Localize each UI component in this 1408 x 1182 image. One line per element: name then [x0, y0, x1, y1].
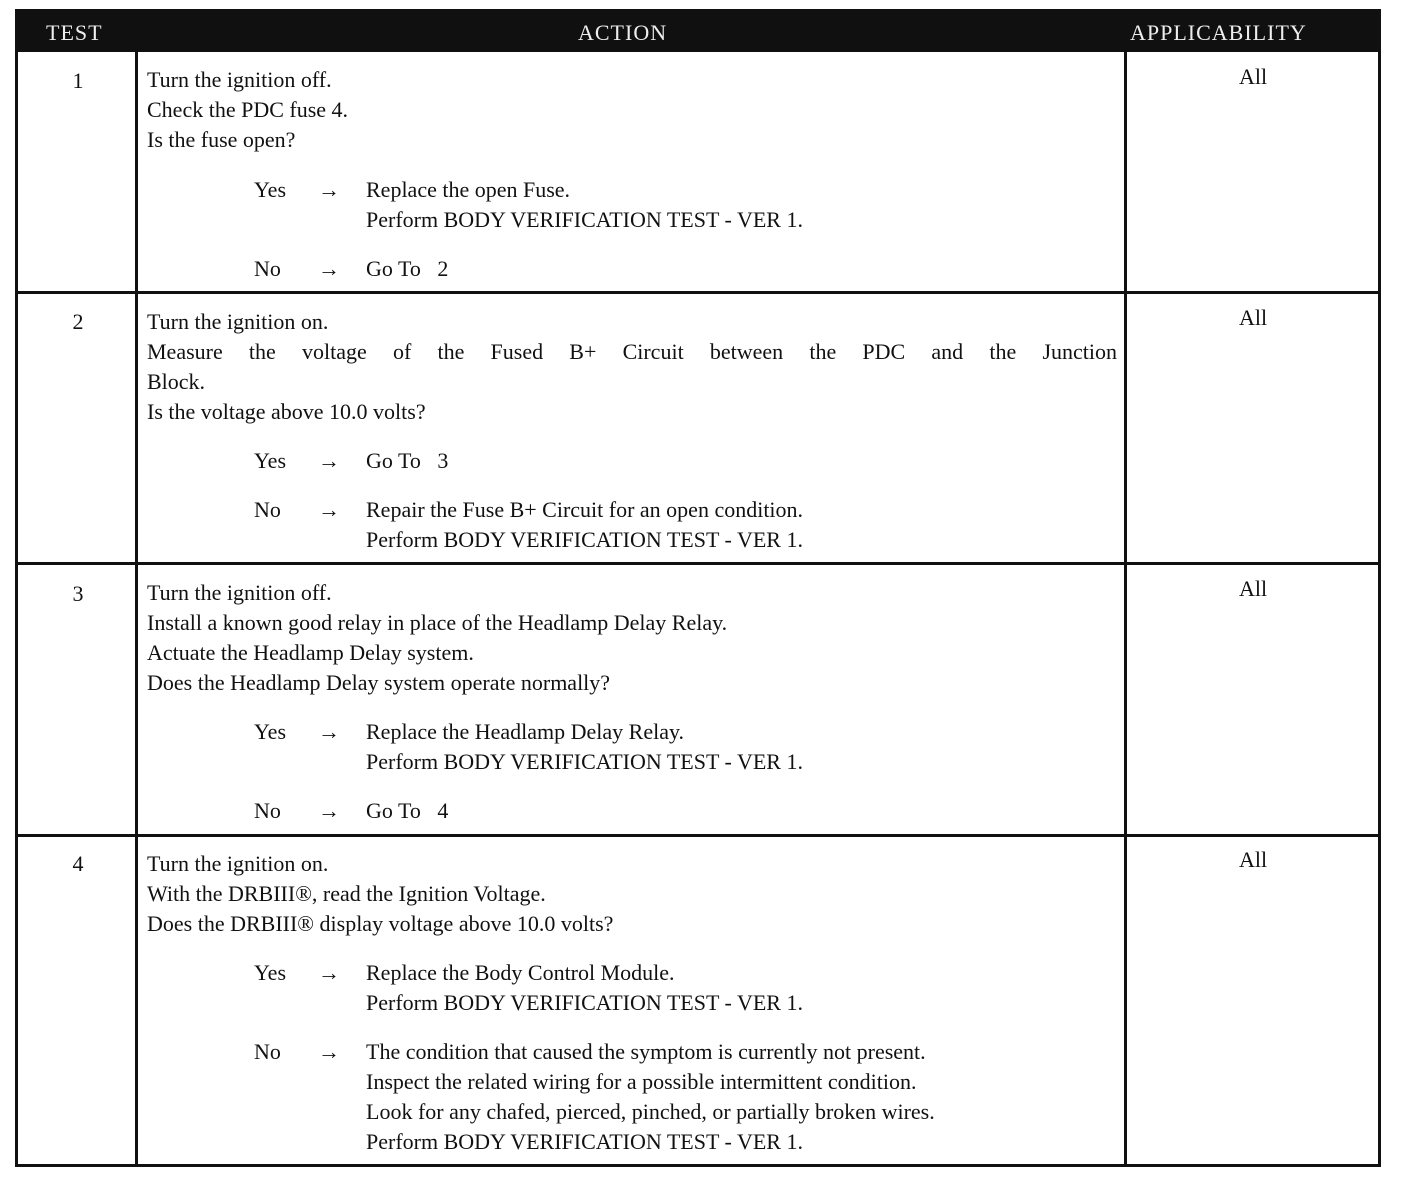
row-divider: [18, 291, 1378, 294]
arrow-right-icon: →: [318, 497, 340, 522]
step-text: Actuate the Headlamp Delay system.: [147, 640, 474, 665]
applicability-value: All: [1238, 64, 1268, 89]
arrow-right-icon: →: [318, 719, 340, 744]
yes-label: Yes: [254, 177, 287, 202]
header-applicability: APPLICABILITY: [1130, 20, 1307, 45]
step-text: Is the voltage above 10.0 volts?: [147, 399, 426, 424]
applicability-value: All: [1238, 576, 1268, 601]
diagnostic-test-table: [15, 9, 1381, 1167]
action-steps: [147, 849, 613, 939]
step-text: Check the PDC fuse 4.: [147, 97, 349, 122]
step-text: Turn the ignition off.: [147, 67, 332, 92]
test-number: 4: [72, 851, 84, 876]
yes-label: Yes: [254, 719, 287, 744]
step-text: Measure the voltage of the Fused B+ Circuit between the PDC and the Junction: [147, 339, 1117, 364]
answer-text: Go To 2: [366, 256, 449, 281]
step-text: Does the Headlamp Delay system operate normally?: [147, 670, 611, 695]
arrow-right-icon: →: [318, 1039, 340, 1064]
answer-text: The condition that caused the symptom is currently not present.: [366, 1039, 926, 1064]
step-text: Turn the ignition on.: [147, 851, 329, 876]
answer-text: Replace the Body Control Module.: [366, 960, 675, 985]
answer-text: Inspect the related wiring for a possible intermittent condition.: [366, 1069, 917, 1094]
arrow-right-icon: →: [318, 448, 340, 473]
column-divider: [135, 52, 138, 1164]
test-number: 1: [72, 68, 84, 93]
arrow-right-icon: →: [318, 960, 340, 985]
answer-text: Perform BODY VERIFICATION TEST - VER 1.: [366, 1129, 803, 1154]
answer-text: Perform BODY VERIFICATION TEST - VER 1.: [366, 527, 803, 552]
no-label: No: [254, 256, 281, 281]
arrow-right-icon: →: [318, 798, 340, 823]
answer-text: Go To 3: [366, 448, 449, 473]
step-text: Does the DRBIII® display voltage above 10.0 volts?: [147, 911, 614, 936]
step-text: Install a known good relay in place of the Headlamp Delay Relay.: [147, 610, 728, 635]
header-action: ACTION: [578, 20, 668, 45]
arrow-right-icon: →: [318, 256, 340, 281]
no-label: No: [254, 798, 281, 823]
table-header: [18, 12, 1378, 52]
answer-text: Repair the Fuse B+ Circuit for an open condition.: [366, 497, 804, 522]
test-number: 2: [72, 309, 84, 334]
yes-label: Yes: [254, 448, 287, 473]
step-text: Block.: [147, 369, 206, 394]
answer-text: Replace the open Fuse.: [366, 177, 571, 202]
no-label: No: [254, 1039, 281, 1064]
test-number: 3: [72, 581, 84, 606]
column-divider: [1124, 52, 1127, 1164]
action-steps: [147, 307, 1117, 427]
action-steps: [147, 65, 348, 155]
step-text: Is the fuse open?: [147, 127, 296, 152]
answer-text: Look for any chafed, pierced, pinched, or partially broken wires.: [366, 1099, 935, 1124]
answer-text: Replace the Headlamp Delay Relay.: [366, 719, 685, 744]
applicability-value: All: [1238, 305, 1268, 330]
yes-label: Yes: [254, 960, 287, 985]
row-divider: [18, 562, 1378, 565]
step-text: Turn the ignition on.: [147, 309, 329, 334]
no-label: No: [254, 497, 281, 522]
answer-text: Perform BODY VERIFICATION TEST - VER 1.: [366, 990, 803, 1015]
answer-text: Perform BODY VERIFICATION TEST - VER 1.: [366, 749, 803, 774]
applicability-value: All: [1238, 847, 1268, 872]
step-text: With the DRBIII®, read the Ignition Voltage.: [147, 881, 546, 906]
action-steps: [147, 578, 727, 698]
header-test: TEST: [46, 20, 103, 45]
arrow-right-icon: →: [318, 177, 340, 202]
row-divider: [18, 834, 1378, 837]
step-text: Turn the ignition off.: [147, 580, 332, 605]
answer-text: Go To 4: [366, 798, 449, 823]
answer-text: Perform BODY VERIFICATION TEST - VER 1.: [366, 207, 803, 232]
